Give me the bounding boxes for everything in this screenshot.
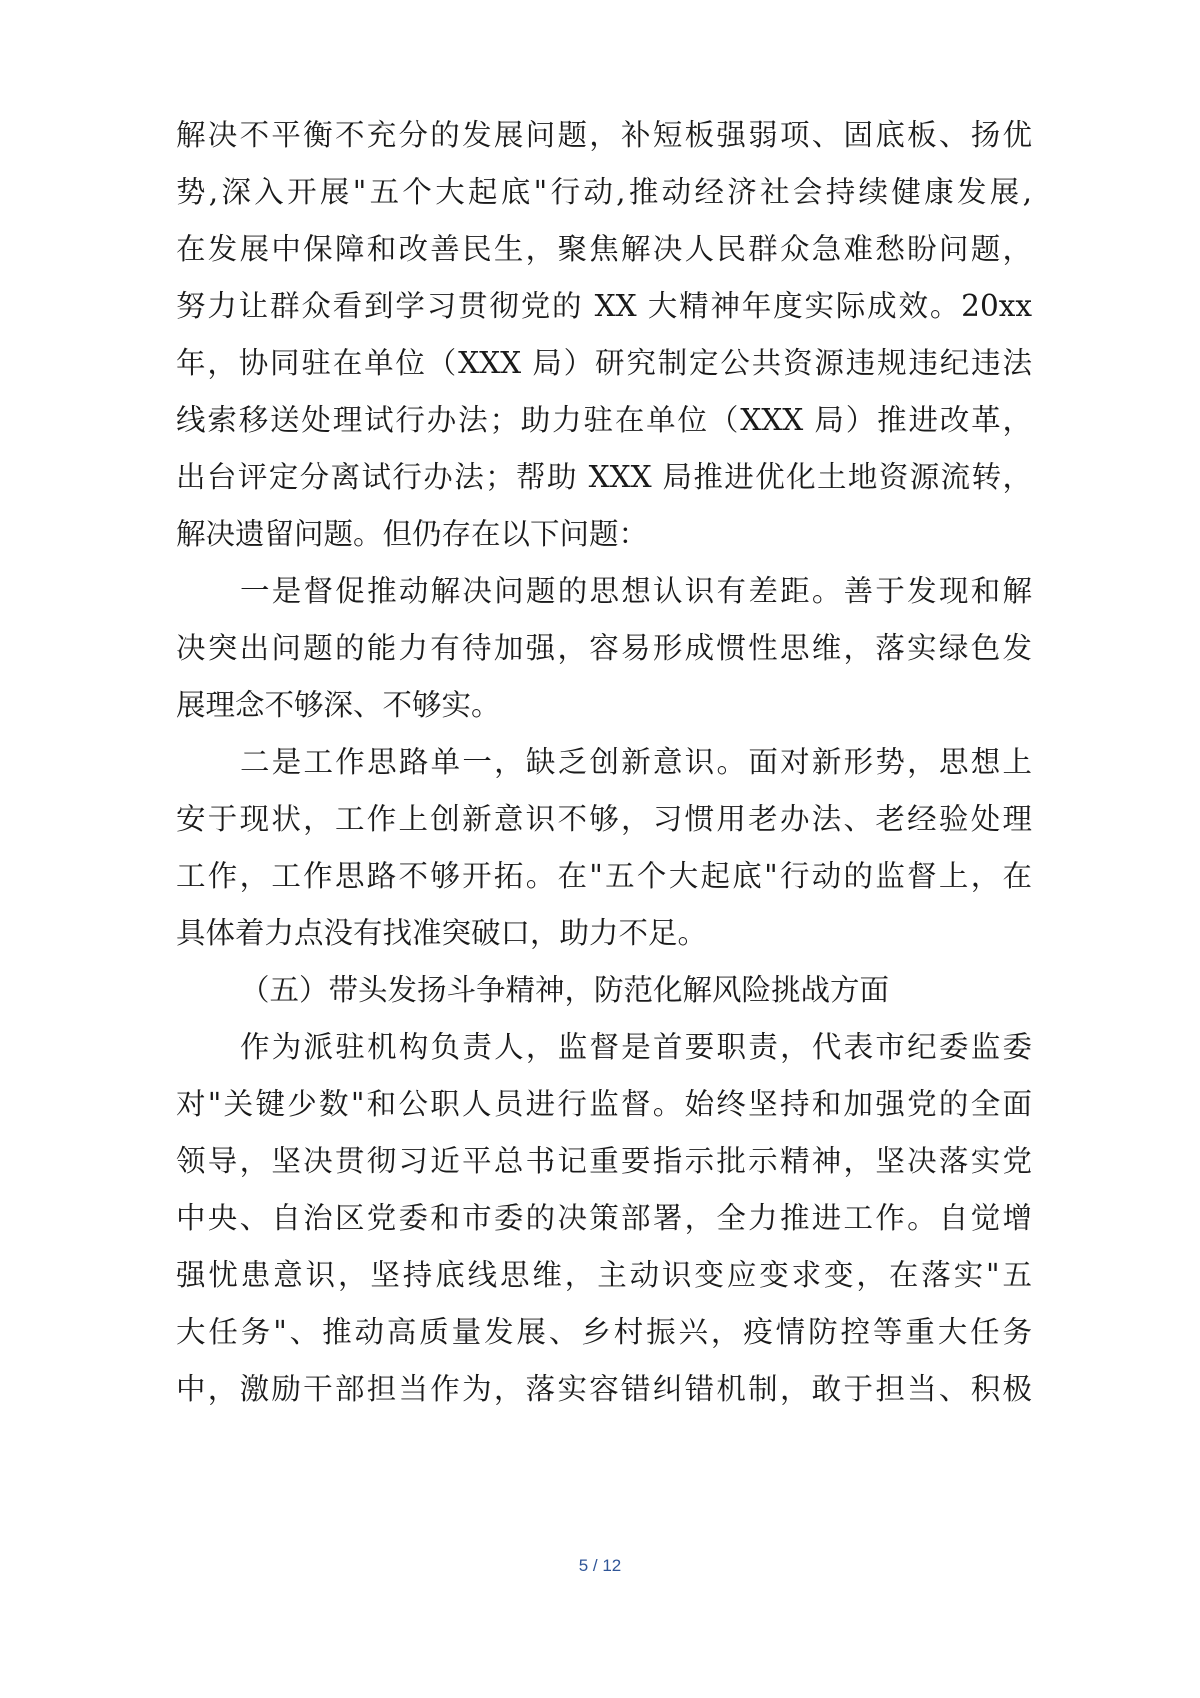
text-line: 线索移送处理试行办法；助力驻在单位（XXX 局）推进改革，: [176, 403, 1032, 437]
text-line: 对"关键少数"和公职人员进行监督。始终坚持和加强党的全面: [176, 1087, 1032, 1121]
text-line: 强忧患意识，坚持底线思维，主动识变应变求变，在落实"五: [176, 1258, 1032, 1292]
text-line: 努力让群众看到学习贯彻党的 XX 大精神年度实际成效。20xx: [176, 289, 1032, 323]
text-line: 领导，坚决贯彻习近平总书记重要指示批示精神，坚决落实党: [176, 1144, 1032, 1178]
text-line: 具体着力点没有找准突破口，助力不足。: [176, 916, 708, 950]
text-line: 大任务"、推动高质量发展、乡村振兴，疫情防控等重大任务: [176, 1315, 1032, 1349]
text-line: 安于现状，工作上创新意识不够，习惯用老办法、老经验处理: [176, 802, 1032, 836]
text-line: 展理念不够深、不够实。: [176, 688, 501, 722]
text-line: 决突出问题的能力有待加强，容易形成惯性思维，落实绿色发: [176, 631, 1032, 665]
text-line: 势,深入开展"五个大起底"行动,推动经济社会持续健康发展,: [176, 175, 1032, 209]
text-line: 中央、自治区党委和市委的决策部署，全力推进工作。自觉增: [176, 1201, 1032, 1235]
section-heading: （五）带头发扬斗争精神，防范化解风险挑战方面: [240, 973, 890, 1007]
text-line: 解决不平衡不充分的发展问题，补短板强弱项、固底板、扬优: [176, 118, 1032, 152]
paragraph-first-line: 作为派驻机构负责人，监督是首要职责，代表市纪委监委: [240, 1030, 1032, 1064]
text-line: 年，协同驻在单位（XXX 局）研究制定公共资源违规违纪违法: [176, 346, 1032, 380]
text-line: 解决遗留问题。但仍存在以下问题：: [176, 517, 649, 551]
text-line: 出台评定分离试行办法；帮助 XXX 局推进优化土地资源流转，: [176, 460, 1032, 494]
text-line: 工作，工作思路不够开拓。在"五个大起底"行动的监督上，在: [176, 859, 1032, 893]
page-number: 5 / 12: [578, 1556, 622, 1575]
paragraph-first-line: 二是工作思路单一，缺乏创新意识。面对新形势，思想上: [240, 745, 1032, 779]
paragraph-first-line: 一是督促推动解决问题的思想认识有差距。善于发现和解: [240, 574, 1032, 608]
text-line: 中，激励干部担当作为，落实容错纠错机制，敢于担当、积极: [176, 1372, 1032, 1406]
text-line: 在发展中保障和改善民生，聚焦解决人民群众急难愁盼问题，: [176, 232, 1032, 266]
